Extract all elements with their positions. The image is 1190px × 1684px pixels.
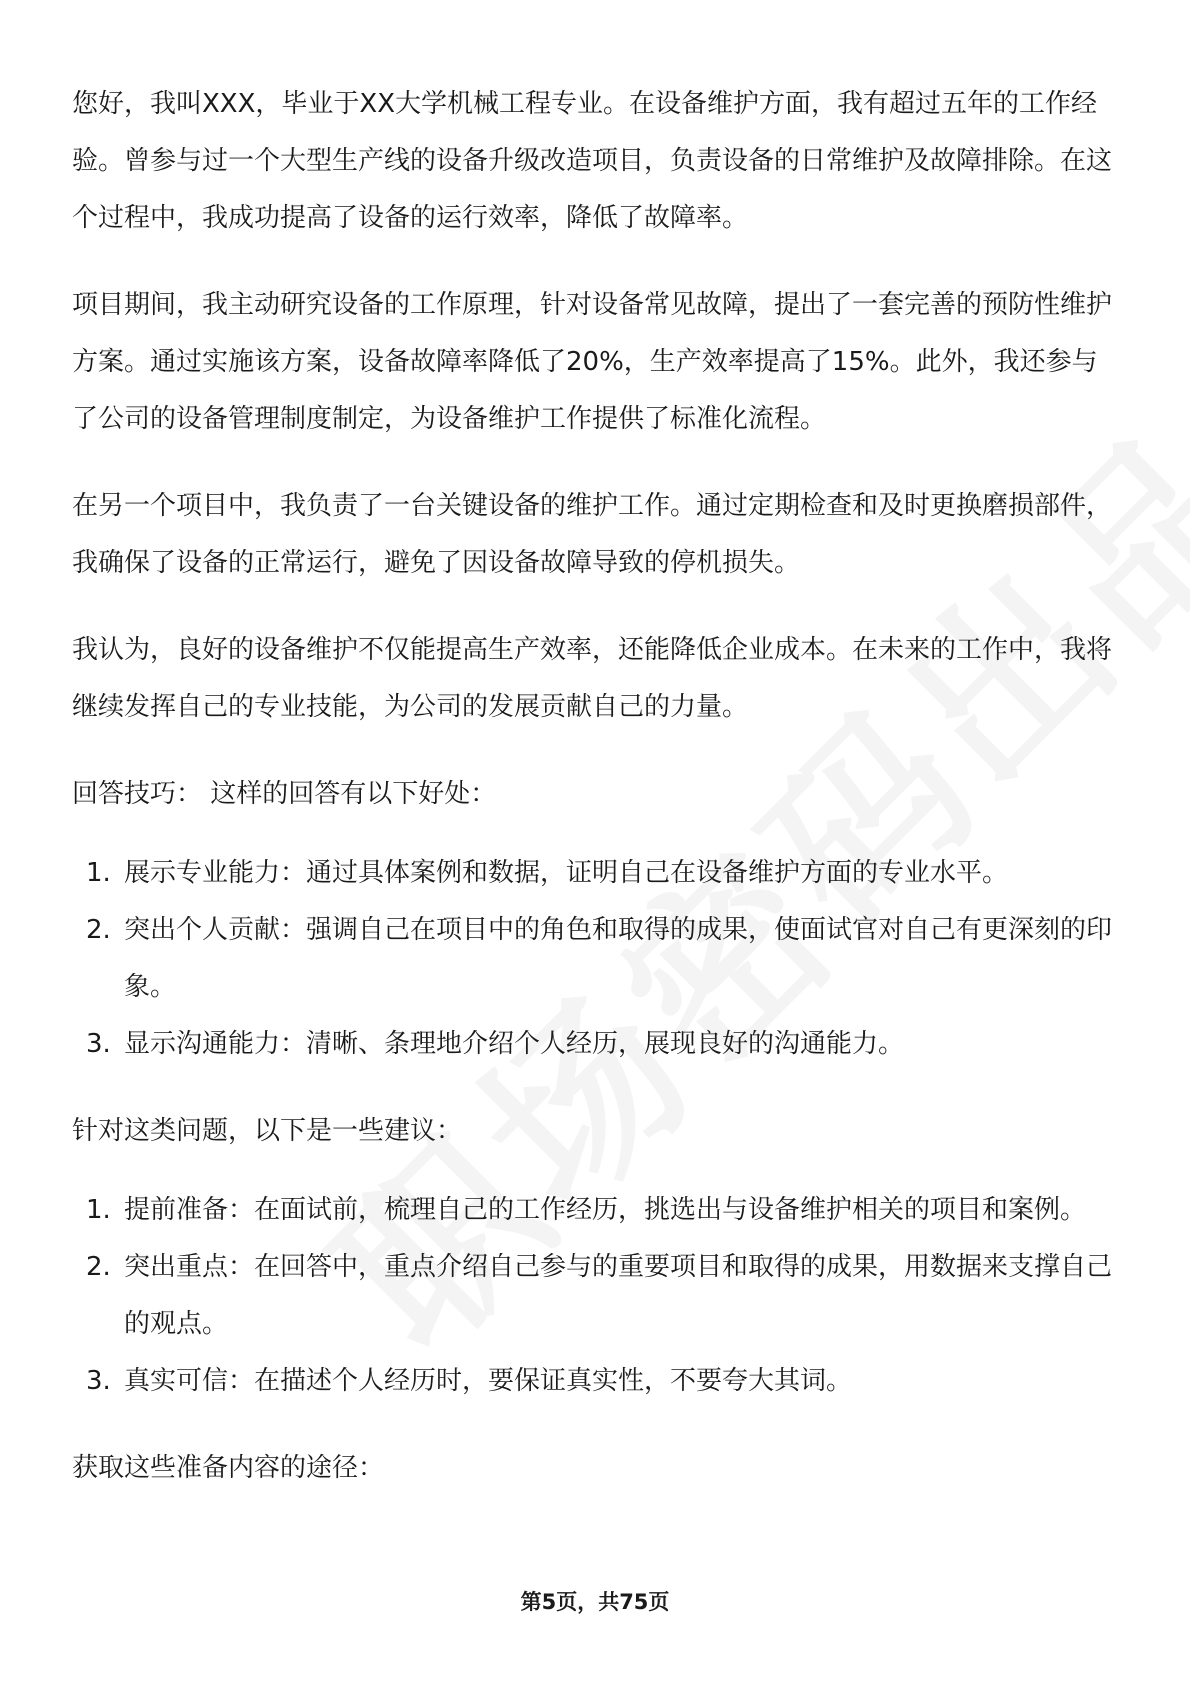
list-item	[72, 1239, 1120, 1353]
list-number: 3.	[86, 1366, 111, 1396]
tips-heading: 回答技巧： 这样的回答有以下好处：	[72, 779, 497, 809]
sources-heading: 获取这些准备内容的途径：	[72, 1453, 385, 1483]
advice-list	[72, 1182, 1120, 1410]
list-item	[72, 1016, 1120, 1073]
list-item	[72, 845, 1120, 902]
document-body	[72, 76, 1120, 1519]
list-item-text: 突出个人贡献：强调自己在项目中的角色和取得的成果，使面试官对自己有更深刻的印象。	[124, 915, 1113, 1002]
list-number: 2.	[86, 1252, 111, 1282]
list-item	[72, 902, 1120, 1016]
list-number: 1.	[86, 858, 111, 888]
list-item	[72, 1182, 1120, 1239]
page-footer: 第5页，共75页	[520, 1590, 670, 1614]
list-item-text: 提前准备：在面试前，梳理自己的工作经历，挑选出与设备维护相关的项目和案例。	[124, 1195, 1087, 1225]
list-number: 3.	[86, 1029, 111, 1059]
paragraph-conclusion: 我认为，良好的设备维护不仅能提高生产效率，还能降低企业成本。在未来的工作中，我将继续发挥自己的专业技能，为公司的发展贡献自己的力量。	[72, 635, 1113, 722]
tips-list	[72, 845, 1120, 1073]
list-number: 2.	[86, 915, 111, 945]
list-item	[72, 1353, 1120, 1410]
list-item-text: 突出重点：在回答中，重点介绍自己参与的重要项目和取得的成果，用数据来支撑自己的观点。	[124, 1252, 1113, 1339]
list-item-text: 显示沟通能力：清晰、条理地介绍个人经历，展现良好的沟通能力。	[124, 1029, 905, 1059]
list-item-text: 展示专业能力：通过具体案例和数据，证明自己在设备维护方面的专业水平。	[124, 858, 1009, 888]
advice-heading: 针对这类问题，以下是一些建议：	[72, 1116, 463, 1146]
list-item-text: 真实可信：在描述个人经历时，要保证真实性，不要夸大其词。	[124, 1366, 853, 1396]
paragraph-intro: 您好，我叫XXX，毕业于XX大学机械工程专业。在设备维护方面，我有超过五年的工作经验。曾参与过一个大型生产线的设备升级改造项目，负责设备的日常维护及故障排除。在这个过程中，我成功提高了设备的运行效率，降低了故障率。	[72, 89, 1113, 233]
list-number: 1.	[86, 1195, 111, 1225]
paragraph-project: 项目期间，我主动研究设备的工作原理，针对设备常见故障，提出了一套完善的预防性维护方案。通过实施该方案，设备故障率降低了20%，生产效率提高了15%。此外，我还参与了公司的设备管理制度制定，为设备维护工作提供了标准化流程。	[72, 290, 1113, 434]
paragraph-another-project: 在另一个项目中，我负责了一台关键设备的维护工作。通过定期检查和及时更换磨损部件，我确保了设备的正常运行，避免了因设备故障导致的停机损失。	[72, 491, 1113, 578]
